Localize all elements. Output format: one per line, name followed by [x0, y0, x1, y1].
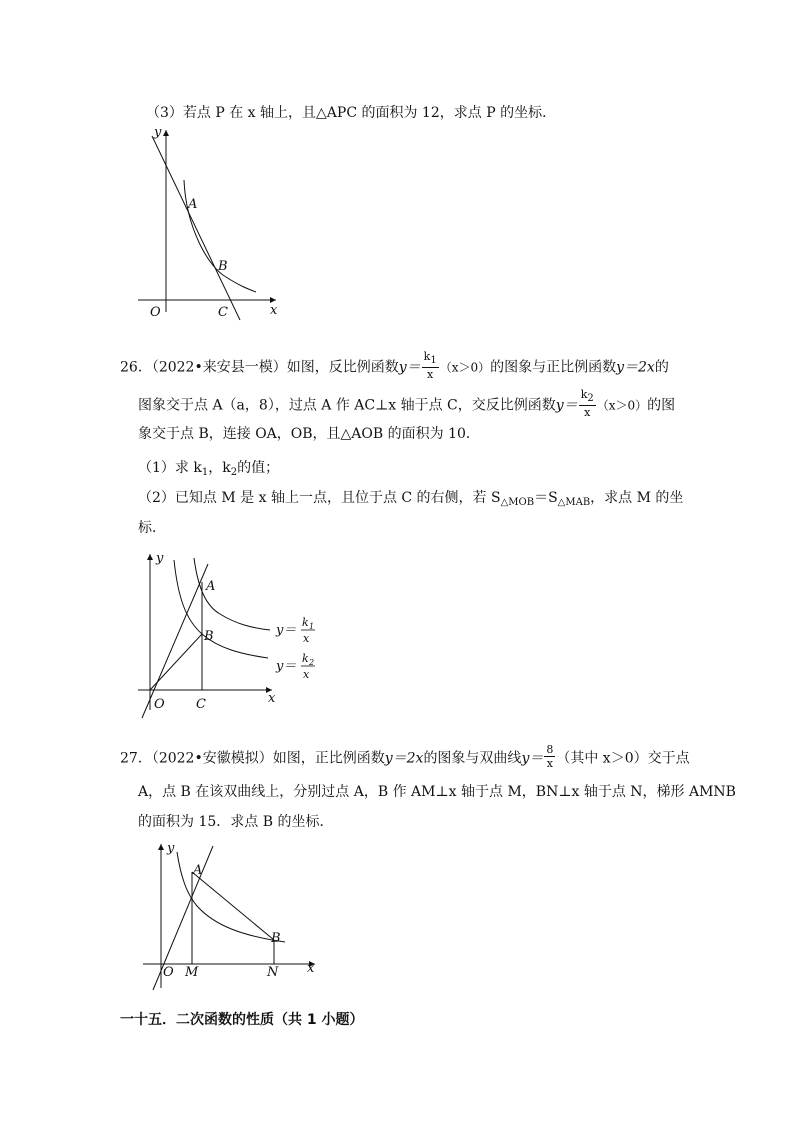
- q26-k2: k: [580, 388, 588, 401]
- q27-label-a: A: [193, 863, 203, 878]
- q27-label-n: N: [267, 965, 279, 980]
- q26-source: （2022•来安县一模）: [151, 359, 287, 376]
- q26-part1-end: 的值；: [237, 460, 280, 476]
- q26-curve2-k: k: [302, 652, 309, 665]
- q26-curve1-k: k: [302, 616, 309, 629]
- q26-part2: [138, 488, 683, 513]
- q27-line1: [120, 745, 690, 772]
- q26-part2-a: （2）已知点 M 是 x 轴上一点，且位于点 C 的右侧，若 S: [138, 490, 501, 506]
- q27-source: （2022•安徽模拟）: [151, 750, 273, 767]
- q26-part1: [138, 458, 279, 483]
- q26-text-2b: 的图: [647, 397, 676, 414]
- q26-x-2: x: [584, 406, 591, 419]
- q26-part2-b: ，求点 M 的坐: [590, 490, 684, 506]
- q26-x: x: [427, 368, 434, 381]
- section-heading: 一十五．二次函数的性质（共 1 小题）: [120, 1012, 364, 1028]
- q25-label-y: y: [154, 125, 162, 140]
- q26-curve2-x: x: [303, 668, 310, 681]
- q27-line-y2x: [153, 846, 213, 990]
- q26-domain-2: （x＞0）: [596, 398, 648, 413]
- q27-label-b: B: [271, 931, 281, 946]
- q26-text-c: 的: [654, 359, 669, 376]
- q25-label-o: O: [150, 305, 161, 320]
- q26-part1-mid: ，k: [208, 460, 231, 476]
- q27-text-a: 如图，正比例函数: [272, 750, 385, 767]
- q27-graph: [135, 838, 325, 993]
- q27-label-x: x: [307, 961, 315, 976]
- q26-part1-sub2: 2: [230, 467, 238, 478]
- q26-label-c: C: [196, 697, 206, 712]
- q26-part2-sub2: △MAB: [557, 497, 591, 508]
- q26-label-b: B: [204, 629, 214, 644]
- q26-label-a: A: [206, 579, 216, 594]
- q26-graph: [130, 548, 330, 720]
- q26-text-a: 如图，反比例函数: [286, 359, 399, 376]
- q26-curve2-k-sub: 2: [309, 658, 315, 667]
- q26-y-eq: y＝: [398, 359, 421, 376]
- q26-curve1-x: x: [303, 632, 310, 645]
- q27-label-y: y: [167, 841, 175, 856]
- q26-line3: 象交于点 B，连接 OA，OB，且△AOB 的面积为 10．: [138, 426, 480, 442]
- q26-part1-sub1: 1: [201, 467, 209, 478]
- q25-line: [152, 136, 240, 320]
- q26-line2: [138, 390, 675, 421]
- q26-part1-a: （1）求 k: [138, 460, 202, 476]
- q27-fraction: [544, 743, 555, 770]
- q25-graph: [130, 122, 290, 327]
- q27-x: x: [546, 757, 553, 770]
- q26-part2-sub1: △MOB: [500, 497, 535, 508]
- q26-text-b: 的图象与正比例函数: [490, 359, 617, 376]
- q27-line2: A，点 B 在该双曲线上，分别过点 A，B 作 AM⊥x 轴于点 M，BN⊥x 轴于点 N，梯形 AMNB: [138, 784, 736, 800]
- q26-line-y2x: [142, 564, 208, 718]
- q27-number: 27．: [120, 750, 152, 767]
- q26-curve2-label: y＝: [276, 659, 297, 674]
- q27-y2x: y＝2x: [384, 750, 424, 767]
- q26-fraction-k2: [579, 388, 596, 419]
- q26-fraction-k1: [422, 350, 439, 381]
- q26-number: 26．: [120, 359, 152, 376]
- q26-hyperbola-k2: [174, 560, 268, 658]
- q26-k1-sub: 1: [430, 355, 437, 366]
- q26-part2-cont: 标．: [138, 520, 166, 536]
- q27-text-b: 的图象与双曲线: [423, 750, 522, 767]
- q25-label-c: C: [218, 305, 228, 320]
- q25-label-b: B: [218, 259, 228, 274]
- q27-y-eq: y＝: [521, 750, 544, 767]
- q26-line1: [120, 352, 669, 383]
- q26-curve1-label: y＝: [276, 623, 297, 638]
- q26-part2-mid: ＝S: [534, 490, 558, 506]
- q26-label-o: O: [154, 697, 165, 712]
- q27-line3: 的面积为 15．求点 B 的坐标．: [138, 814, 334, 830]
- q27-eight: 8: [546, 743, 554, 756]
- q25-label-a: A: [188, 197, 198, 212]
- q27-text-c: （其中 x＞0）交于点: [556, 750, 690, 767]
- q26-text-2a: 图象交于点 A（a，8），过点 A 作 AC⊥x 轴于点 C，交反比例函数: [138, 397, 556, 414]
- q27-label-m: M: [185, 965, 199, 980]
- q26-domain: （x＞0）: [439, 360, 491, 375]
- q25-label-x: x: [270, 303, 278, 318]
- q26-k1: k: [423, 350, 431, 363]
- q26-label-x: x: [268, 691, 276, 706]
- q26-y2x: y＝2x: [616, 359, 655, 376]
- q26-label-y: y: [156, 551, 164, 566]
- q26-y-eq-2: y＝: [555, 397, 578, 414]
- q25-part3-text: （3）若点 P 在 x 轴上，且△APC 的面积为 12，求点 P 的坐标．: [146, 105, 557, 121]
- q26-k2-sub: 2: [587, 393, 594, 404]
- q26-segment-ob: [150, 634, 202, 690]
- q26-curve1-k-sub: 1: [309, 622, 315, 631]
- q27-label-o: O: [163, 965, 174, 980]
